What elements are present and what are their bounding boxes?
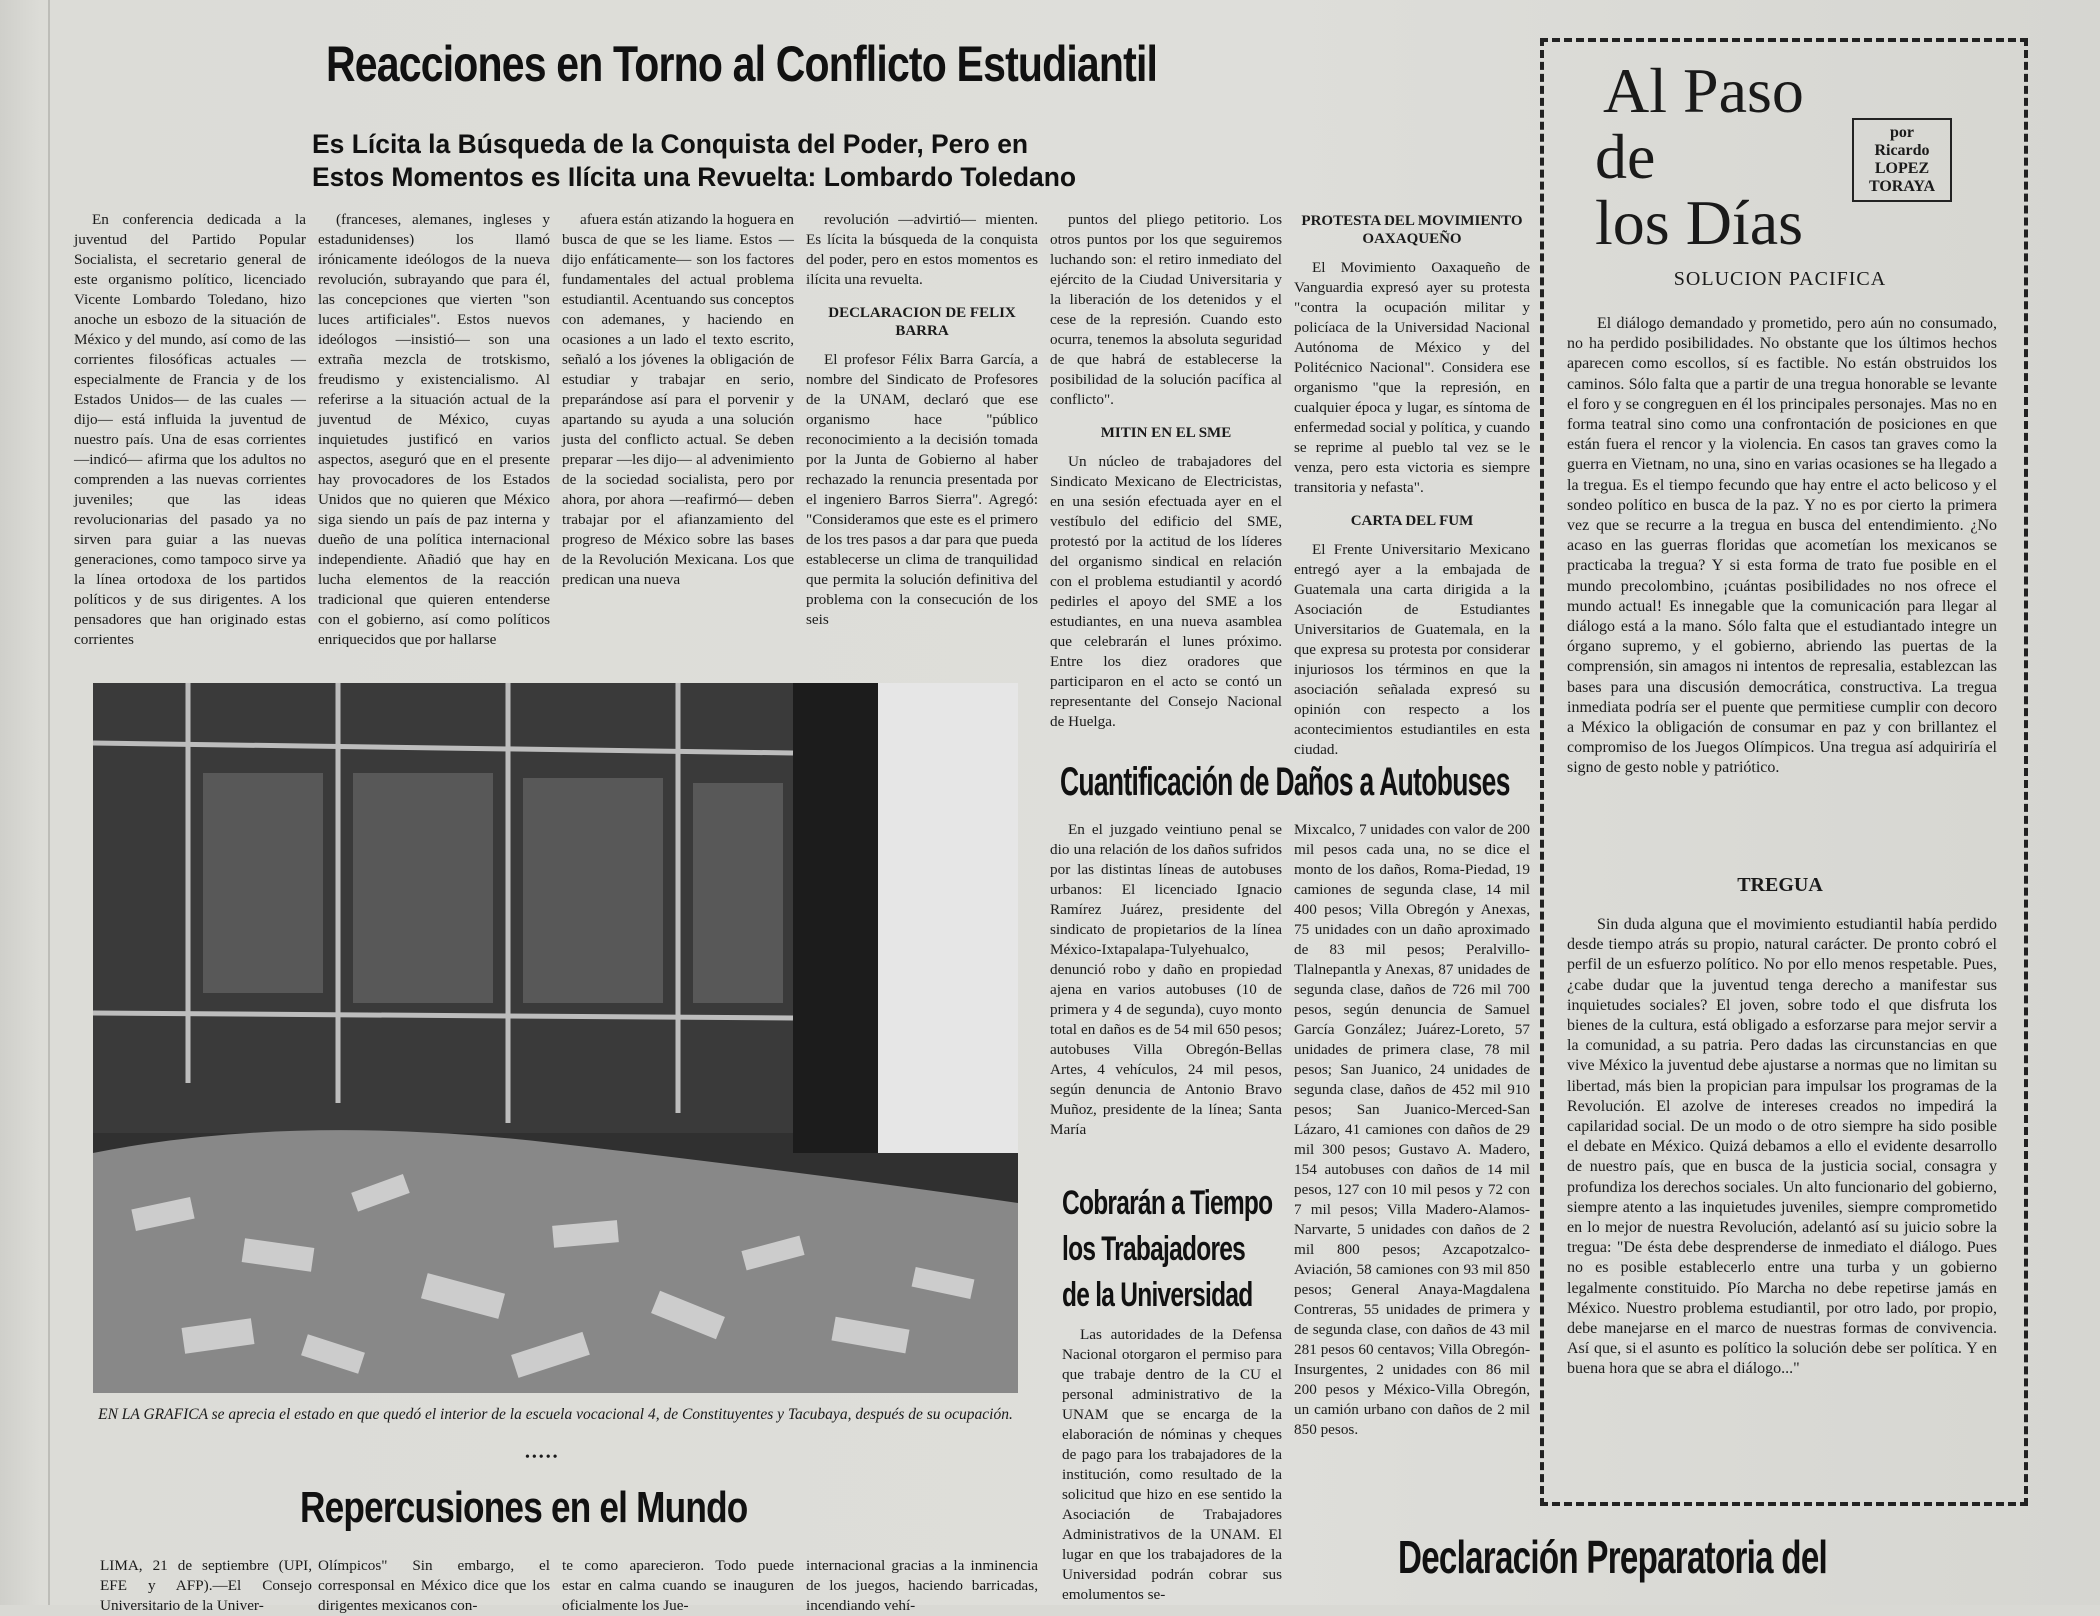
byline-name3: TORAYA <box>1868 178 1936 195</box>
sub-headline-line1: Es Lícita la Búsqueda de la Conquista del Poder, Pero en <box>312 129 1029 159</box>
photo-caption <box>93 1405 1018 1425</box>
autobuses-headline: Cuantificación de Daños a Autobuses <box>1060 760 1510 804</box>
cobraran-headline <box>1062 1180 1272 1318</box>
byline-name1: Ricardo <box>1874 142 1930 159</box>
caption-lead: EN LA GRAFICA <box>98 1406 208 1423</box>
article-column-5 <box>1050 210 1282 755</box>
page-fold-line <box>48 0 50 1605</box>
box-text-1: El diálogo demandado y prometido, pero aún no consumado, no ha perdido posibilidades. No obstante que los últimos hechos aparecen como escollos, sí es factible. No están obstruidos los caminos. Sólo falta que a partir de una tregua honorable se levante el foro y se congreguen en él los principales personajes. Mas no en forma teatral sino como una confrontación de posiciones en que están fuera el rencor y la violencia. En casos tan graves como la guerra en Vietnam, no una, sino en varias ocasiones se ha llegado a la tregua. Es el tiempo fecundo que hay entre el acto belicoso y el sondeo político en busca de la paz. Y no es por cierto la primera vez que se recurre a la tregua en busca del entendimiento. ¿No acaso en las guerras floridas que acometían los mexicanos se practicaba la tregua? Y si esta forma de trato fue posible en el mundo precolombino, ¡cuántas posibilidades no nos ofrece el mundo actual! Es innegable que la comunicación para llegar al diálogo está a la mano. Sólo falta que el estudiantado integre un órgano supremo, y el gobierno, abriendo las puertas de la comprensión, sin amagos ni intentos de represalia, establezcan las bases para una discusión democrática, constructiva. La tregua inmediata podría ser el puente que permitiese cumplir con decoro a México la obligación de consumar en paz y con brillantez el compromiso de los Juegos Olímpicos. Una tregua así adquiriría el signo de gesto noble y patriótico. <box>1567 315 1997 777</box>
rep-column-1: LIMA, 21 de septiembre (UPI, EFE y AFP).—El Consejo Universitario de la Univer- <box>100 1557 312 1614</box>
sub-headline-line2: Estos Momentos es Ilícita una Revuelta: Lombardo Toledano <box>312 162 1077 192</box>
cobraran-line1: Cobrarán a Tiempo <box>1062 1184 1273 1222</box>
box-text-2: Sin duda alguna que el movimiento estudiantil había perdido desde tiempo atrás su propio, natural carácter. De pronto cobró el perfil de un esfuerzo político. No por ello menos respetable. Pues, ¿cabe dudar que la juventud tenga derecho a manifestar sus inquietudes sociales? El joven, sobre todo el que disfruta los bienes de la cultura, está obligado a esforzarse para mejor servir a la comunidad, a su patria. Pero dadas las circunstancias en que vive México la juventud debe ajustarse a normas que no limitan su libertad, más bien la propician para impulsar los programas de la Revolución. El azolve de intereses creados no impedirá la capilaridad social. De un modo o de otro siempre ha sido posible el debate en México. Quizá debamos a ello el evidente desarrollo de nuestro país, que en busca de la justicia social, consagra y profundiza los derechos sociales. Un alto funcionario del gobierno, siempre atento a las inquietudes juveniles, siempre comprometido en lo mejor de nuestra Revolución, adelantó así su juicio sobre la tregua: "De ésta debe desprenderse de inmediato el diálogo. Pues no es posible establecerlo entre una turba y un gobierno legalmente constituido. Pío Marcha no debe repetirse jamás en México. Nuestro problema estudiantil, por otro lado, por propio, debe manejarse en el marco de nuestras formas de convivencia. Así que, si el asunto es político la solución debe ser política. Y en buena hora que se abra el diálogo..." <box>1567 916 1997 1378</box>
article-column-4 <box>806 210 1038 655</box>
column-text: El profesor Félix Barra García, a nombre del Sindicato de Profesores de la UNAM, declaró que ese organismo hace "público reconocimiento a la decisión tomada por la Junta de Gobierno al haber rechazado la renuncia presentada por el ingeniero Barros Sierra". Agregó: "Consideramos que este es el primero de los tres pasos a dar para que pueda establecerse un clima de tranquilidad que permita la solución definitiva del problema con la consecución de los seis <box>806 351 1038 628</box>
column-text: Un núcleo de trabajadores del Sindicato Mexicano de Electricistas, en una sesión efectuada ayer en el vestíbulo del edificio del SME, protestó por la actitud de los líderes del organismo sindical en relación con el problema estudiantil y acordó pedirles el apoyo del SME a los estudiantes, en una nueva asamblea que celebrarán el lunes próximo. Entre los diez oradores que participaron en el acto se contó un representante del Consejo Nacional de Huelga. <box>1050 453 1282 730</box>
column-text: El Frente Universitario Mexicano entregó ayer a la embajada de Guatemala una carta dirigida a la Asociación de Estudiantes Universitarios de Guatemala, en la que expresa su protesta por considerar injuriosos los términos en que la asociación señalada expresó su opinión con respecto a los acontecimientos estudiantiles en esta ciudad. <box>1294 541 1530 758</box>
column-text: En conferencia dedicada a la juventud del Partido Popular Socialista, el secretario general de este organismo político, licenciado Vicente Lombardo Toledano, hizo anoche un esbozo de la situación de México y del mundo, así como de las corrientes filosóficas actuales —especialmente de Francia y de los Estados Unidos— de las cuales —dijo— está influida la juventud de nuestro país. Una de esas corrientes —indicó— afirma que los adultos no comprenden a las nuevas corrientes juveniles; que las ideas revolucionarias del pasado ya no sirven para guiar a las nuevas generaciones, como tampoco sirve ya la línea ortodoxa de los partidos políticos y de sus dirigentes. A los pensadores que han originado estas corrientes <box>74 211 306 648</box>
article-column-1 <box>74 210 306 655</box>
sub-headline <box>312 128 1076 194</box>
rep-column-3: te como aparecieron. Todo puede estar en calma cuando se inauguren oficialmente los Jue- <box>562 1557 794 1614</box>
box-title-line1: Al Paso <box>1603 55 1804 126</box>
main-headline: Reacciones en Torno al Conflicto Estudiantil <box>326 36 1158 92</box>
photo-illustration <box>93 683 1018 1393</box>
byline-box <box>1852 118 1952 202</box>
repercusiones-headline: Repercusiones en el Mundo <box>300 1483 748 1532</box>
caption-text: se aprecia el estado en que quedó el interior de la escuela vocacional 4, de Constituyentes y Tacubaya, después de su ocupación. <box>207 1406 1013 1423</box>
ornament-divider: ••••• <box>525 1450 560 1465</box>
byline-por: por <box>1890 124 1914 141</box>
box-title-line3: los Días <box>1595 187 1803 258</box>
article-column-3 <box>562 210 794 655</box>
column-text: (franceses, alemanes, ingleses y estadunidenses) los llamó irónicamente ideólogos de la nueva revolución, subrayando que para él, las concepciones que vierten "son luces artificiales". Estos nuevos ideólogos —insistió— son una extraña mezcla de trotskismo, freudismo y existencialismo. Al referirse a la situación actual de la juventud de México, cuyas inquietudes justificó en varios aspectos, aseguró que en el presente hay provocadores de los Estados Unidos que no quieren que México siga siendo un país de paz interna y dueño de una política internacional independiente. Añadió que hay en lucha elementos de la reacción tradicional que quieren entenderse con el gobierno, así como políticos enriquecidos que por hallarse <box>318 211 550 648</box>
box-subheading-1: SOLUCION PACIFICA <box>1673 268 1887 290</box>
rep-column-4: internacional gracias a la inminencia de los juegos, haciendo barricadas, incendiando vehí- <box>806 1557 1038 1614</box>
cobraran-line2: los Trabajadores <box>1062 1230 1246 1268</box>
article-column-6 <box>1294 210 1530 758</box>
autobuses-column-2: Mixcalco, 7 unidades con valor de 200 mil pesos cada una, no se dice el monto de los daños, Roma-Piedad, 19 camiones de segunda clase, 14 mil 400 pesos; Villa Obregón y Anexas, 75 unidades con un daño aproximado de 83 mil pesos; Peralvillo-Tlalnepantla y Anexas, 87 unidades de segunda clase, daños de 726 mil 700 pesos, según denuncia de Samuel García González; Juárez-Loreto, 57 unidades de primera clase, 78 mil pesos; San Juanico, 24 unidades de segunda clase, daños de 452 mil 910 pesos; San Juanico-Merced-San Lázaro, 41 camiones con daños de 29 mil 300 pesos; Gustavo A. Madero, 154 autobuses con daños de 14 mil pesos, 127 con 10 mil pesos y 72 con 7 mil pesos; Villa Madero-Alamos-Narvarte, 5 unidades con daños de 2 mil 800 pesos; Azcapotzalco-Aviación, 58 camiones con 93 mil 850 pesos; General Anaya-Magdalena Contreras, 55 unidades de primera y de segunda clase, con daños de 43 mil 281 pesos 60 centavos; Villa Obregón-Insurgentes, 2 unidades con 86 mil 200 pesos y México-Villa Obregón, un camión urbano con daños de 2 mil 850 pesos. <box>1294 821 1530 1438</box>
autobuses-column-1: En el juzgado veintiuno penal se dio una relación de los daños sufridos por las distintas líneas de autobuses urbanos: El licenciado Ignacio Ramírez Juárez, presidente del sindicato de propietarios de la línea México-Ixtapalapa-Tulyehualco, denunció robo y daño en propiedad ajena en varios autobuses (10 de primera y 4 de segunda), cuyo monto total en daños es de 54 mil 650 pesos; autobuses Villa Obregón-Bellas Artes, 4 vehículos, 24 mil pesos, según denuncia de Antonio Bravo Muñoz, presidente de la línea; Santa María <box>1050 821 1282 1138</box>
cobraran-text: Las autoridades de la Defensa Nacional otorgaron el permiso para que trabaje dentro de la CU el personal administrativo de la UNAM que se encarga de la elaboración de nóminas y cheques de pago para los trabajadores de la institución, como resultado de la solicitud que hizo en ese sentido la Asociación de Trabajadores Administrativos de la UNAM. El lugar en que los trabajadores de la Universidad podrán cobrar sus emolumentos se- <box>1062 1326 1282 1603</box>
news-photo <box>93 683 1018 1393</box>
column-text: El Movimiento Oaxaqueño de Vanguardia expresó ayer su protesta "contra la ocupación militar y policíaca de la Universidad Nacional Autónoma de México y del Politécnico Nacional". Considera ese organismo "que la represión, en cualquier época y lugar, es síntoma de enfermedad social y política, y cuando se reprime al pueblo tal vez se le venza, pero esta victoria es siempre transitoria y nefasta". <box>1294 259 1530 496</box>
box-title <box>1595 55 1804 258</box>
subheading-carta-fum: CARTA DEL FUM <box>1350 513 1474 529</box>
byline-name2: LOPEZ <box>1874 160 1930 177</box>
subheading-oaxaqueno: PROTESTA DEL MOVIMIENTO OAXAQUEÑO <box>1301 213 1523 247</box>
box-subheading-2: TREGUA <box>1737 874 1823 896</box>
subheading-felix-barra: DECLARACION DE FELIX BARRA <box>828 305 1016 339</box>
subheading-mitin-sme: MITIN EN EL SME <box>1100 425 1232 441</box>
column-text: revolución —advirtió— mienten. Es lícita la búsqueda de la conquista del poder, pero en estos momentos es ilícita una revuelta. <box>806 211 1038 288</box>
cobraran-line3: de la Universidad <box>1062 1276 1253 1314</box>
box-title-line2: de <box>1595 121 1656 192</box>
column-text: afuera están atizando la hoguera en busca de que se les liame. Estos —dijo enfáticamente— son los factores fundamentales del actual problema estudiantil. Acentuando sus conceptos con ademanes, y haciendo en ocasiones a un lado el texto escrito, señaló a los jóvenes la obligación de estudiar y trabajar en serio, preparándose así para el porvenir y apartando su ayuda a una solución justa del conflicto actual. Se deben preparar —les dijo— al advenimiento de la sociedad socialista, pero por ahora, por ahora —reafirmó— deben trabajar por el afianzamiento del progreso de México sobre las bases de la Revolución Mexicana. Los que predican una nueva <box>562 211 794 588</box>
rep-column-2: Olímpicos" Sin embargo, el corresponsal en México dice que los dirigentes mexicanos con- <box>318 1557 550 1614</box>
article-column-2 <box>318 210 550 655</box>
column-text: puntos del pliego petitorio. Los otros puntos por los que seguiremos luchando son: el retiro inmediato del ejército de la Ciudad Universitaria y la liberación de los detenidos y el cese de la represión. Cuando esto ocurra, tenemos la absoluta seguridad de que habrá de establecerse la posibilidad de la solución pacífica al conflicto". <box>1050 211 1282 408</box>
bottom-headline: Declaración Preparatoria del <box>1398 1531 1828 1583</box>
